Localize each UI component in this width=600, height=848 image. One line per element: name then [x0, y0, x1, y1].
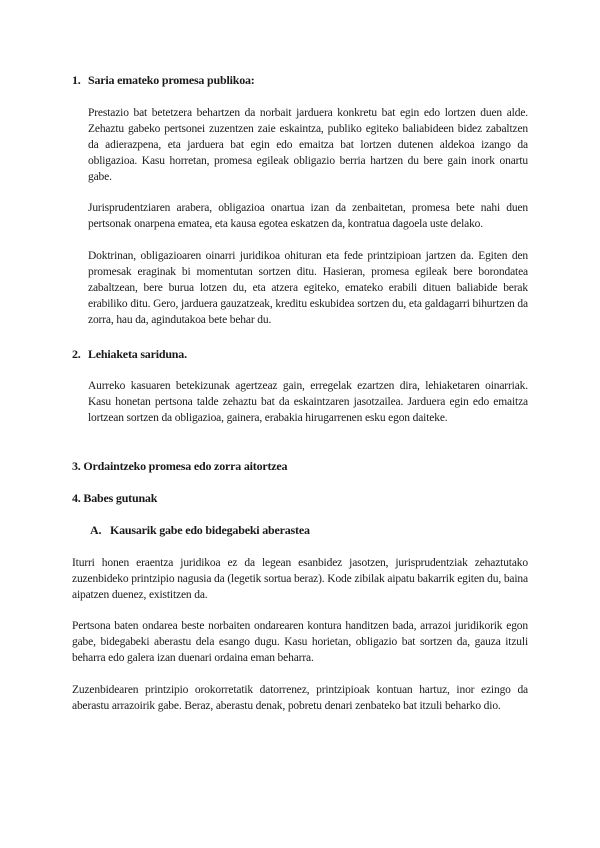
paragraph: Doktrinan, obligazioaren oinarri juridikoa ohituran eta fede printzipioan jartzen da. Egiten den promesak eraginak bi momentutan sortzen ditu. Hasieran, promesa egileak bere borondatea zabaltzean, bere burua lotzen du, eta atzera egiteko, emateko erabili dituen baliabide berak erabiliko ditu. Gero, jarduera gauzatzeak, kreditu eskubidea sortzen du, eta galdagarri bihurtzen da zorra, hau da, agindutakoa bete behar du.	[88, 250, 528, 326]
section-1-heading	[72, 72, 255, 88]
section-number: 1.	[72, 73, 81, 87]
section-title: Lehiaketa sariduna.	[88, 347, 187, 361]
section-4-heading	[72, 490, 157, 506]
section-number: 2.	[72, 347, 81, 361]
section-title: Ordaintzeko promesa edo zorra aitortzea	[83, 459, 288, 473]
paragraph: Zuzenbidearen printzipio orokorretatik datorrenez, printzipioak kontuan hartuz, inor ezingo da aberastu arrazoirik gabe. Beraz, aberastu denak, pobretu denari zenbateko bat itzuli beharko dio.	[72, 684, 528, 712]
section-3-heading	[72, 458, 287, 474]
section-number: 3.	[72, 459, 81, 473]
section-number: A.	[90, 523, 102, 537]
section-title: Babes gutunak	[83, 491, 158, 505]
paragraph: Prestazio bat betetzera behartzen da norbait jarduera konkretu bat egin edo lortzen duen alde. Zehaztu gabeko pertsonei zuzentzen zaie eskaintza, publiko egiteko baliabideen bidez zabaltzen da adierazpena, eta jarduera bat egin edo emaitza bat lortzen dutenen aldekoa izango da obligazioa. Kasu horretan, promesa egileak obligazio berria hartzen du bere gain inork onartu gabe.	[88, 107, 528, 183]
section-number: 4.	[72, 491, 81, 505]
section-title: Saria emateko promesa publikoa:	[88, 73, 255, 87]
paragraph: Iturri honen eraentza juridikoa ez da legean esanbidez jasotzen, jurisprudentziak zehaztutako zuzenbideko printzipio nagusia da (legetik sortua beraz). Kode zibilak aipatu bakarrik egiten du, baina aipatzen duenez, existitzen da.	[72, 557, 528, 601]
section-2-heading	[72, 346, 187, 362]
paragraph: Aurreko kasuaren betekizunak agertzeaz gain, erregelak ezartzen dira, lehiaketaren oinarriak. Kasu honetan pertsona talde zehaztu bat da eskaintzaren jasotzailea. Jarduera egin edo emaitza lortzean sortzen da obligazioa, gainera, erabakia hirugarrenen esku egon daiteke.	[88, 380, 528, 424]
section-title: Kausarik gabe edo bidegabeki aberastea	[110, 523, 310, 537]
paragraph: Pertsona baten ondarea beste norbaiten ondarearen kontura handitzen bada, arrazoi juridikorik egon gabe, bidegabeki aberastu dela esango dugu. Kasu horietan, obligazio bat sortzen da, gauza itzuli beharra edo galera izan duenari ordaina eman beharra.	[72, 620, 528, 664]
subsection-a-heading	[90, 522, 310, 538]
paragraph: Jurisprudentziaren arabera, obligazioa onartua izan da zenbaitetan, promesa bete nahi duen pertsonak onarpena ematea, eta kausa egotea eskatzen da, kontratua dagoela uste delako.	[88, 202, 528, 230]
